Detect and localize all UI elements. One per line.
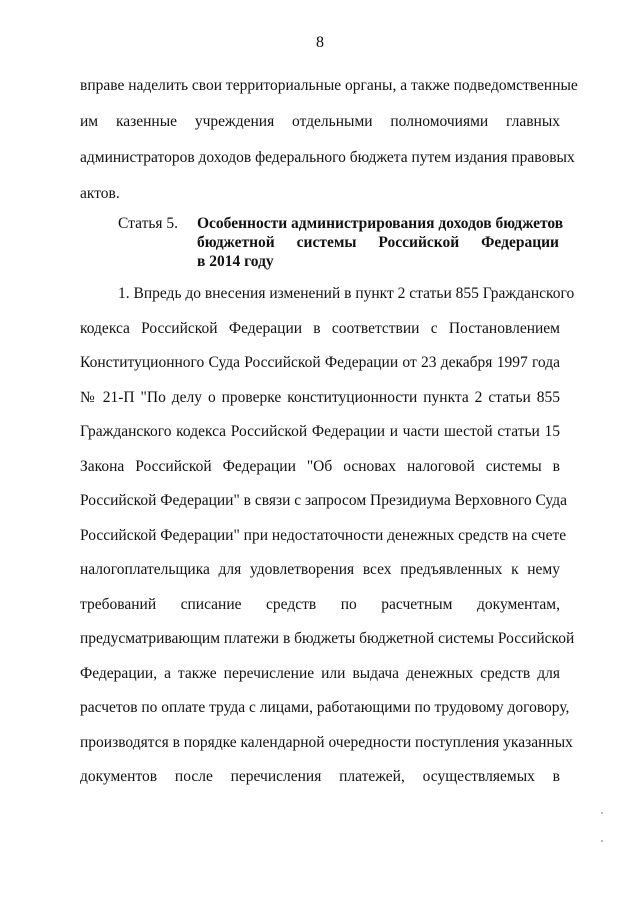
page-number: 8 [316,34,324,51]
text-line: им казенные учреждения отдельными полномочиями главных [80,113,560,130]
text-line: вправе наделить свои территориальные органы, а также подведомственные [80,77,578,94]
text-line: Федерации, а также перечисление или выдача денежных средств для [80,665,560,682]
article-title-line: в 2014 году [197,253,274,270]
scan-speck [601,840,603,842]
text-line: кодекса Российской Федерации в соответствии с Постановлением [80,320,560,337]
text-line: Гражданского кодекса Российской Федерации и части шестой статьи 15 [80,423,560,440]
text-line: № 21-П "По делу о проверке конституционности пункта 2 статьи 855 [80,389,560,406]
text-line: предусматривающим платежи в бюджеты бюджетной системы Российской [80,630,575,647]
article-title [197,214,564,271]
text-line: расчетов по оплате труда с лицами, работающими по трудовому договору, [80,699,570,716]
article-title-line: бюджетной системы Российской Федерации [197,234,559,251]
text-line: 1. Впредь до внесения изменений в пункт 2 статьи 855 Гражданского [118,285,575,302]
text-line: требований списание средств по расчетным документам, [80,596,560,613]
text-line: Российской Федерации" при недостаточности денежных средств на счете [80,527,567,544]
text-line: Российской Федерации" в связи с запросом Президиума Верховного Суда [80,492,567,509]
text-line: администраторов доходов федерального бюджета путем издания правовых [80,149,575,166]
article-label: Статья 5. [118,215,179,232]
text-line: документов после перечисления платежей, осуществляемых в [80,768,560,785]
text-line: Закона Российской Федерации "Об основах налоговой системы в [80,458,560,475]
text-line: актов. [80,185,120,202]
text-line: налогоплательщика для удовлетворения всех предъявленных к нему [80,561,560,578]
article-title-line: Особенности администрирования доходов бюджетов [197,215,564,232]
scan-speck [601,812,603,814]
text-line: Конституционного Суда Российской Федерации от 23 декабря 1997 года [80,354,560,371]
text-line: производятся в порядке календарной очередности поступления указанных [80,734,573,751]
